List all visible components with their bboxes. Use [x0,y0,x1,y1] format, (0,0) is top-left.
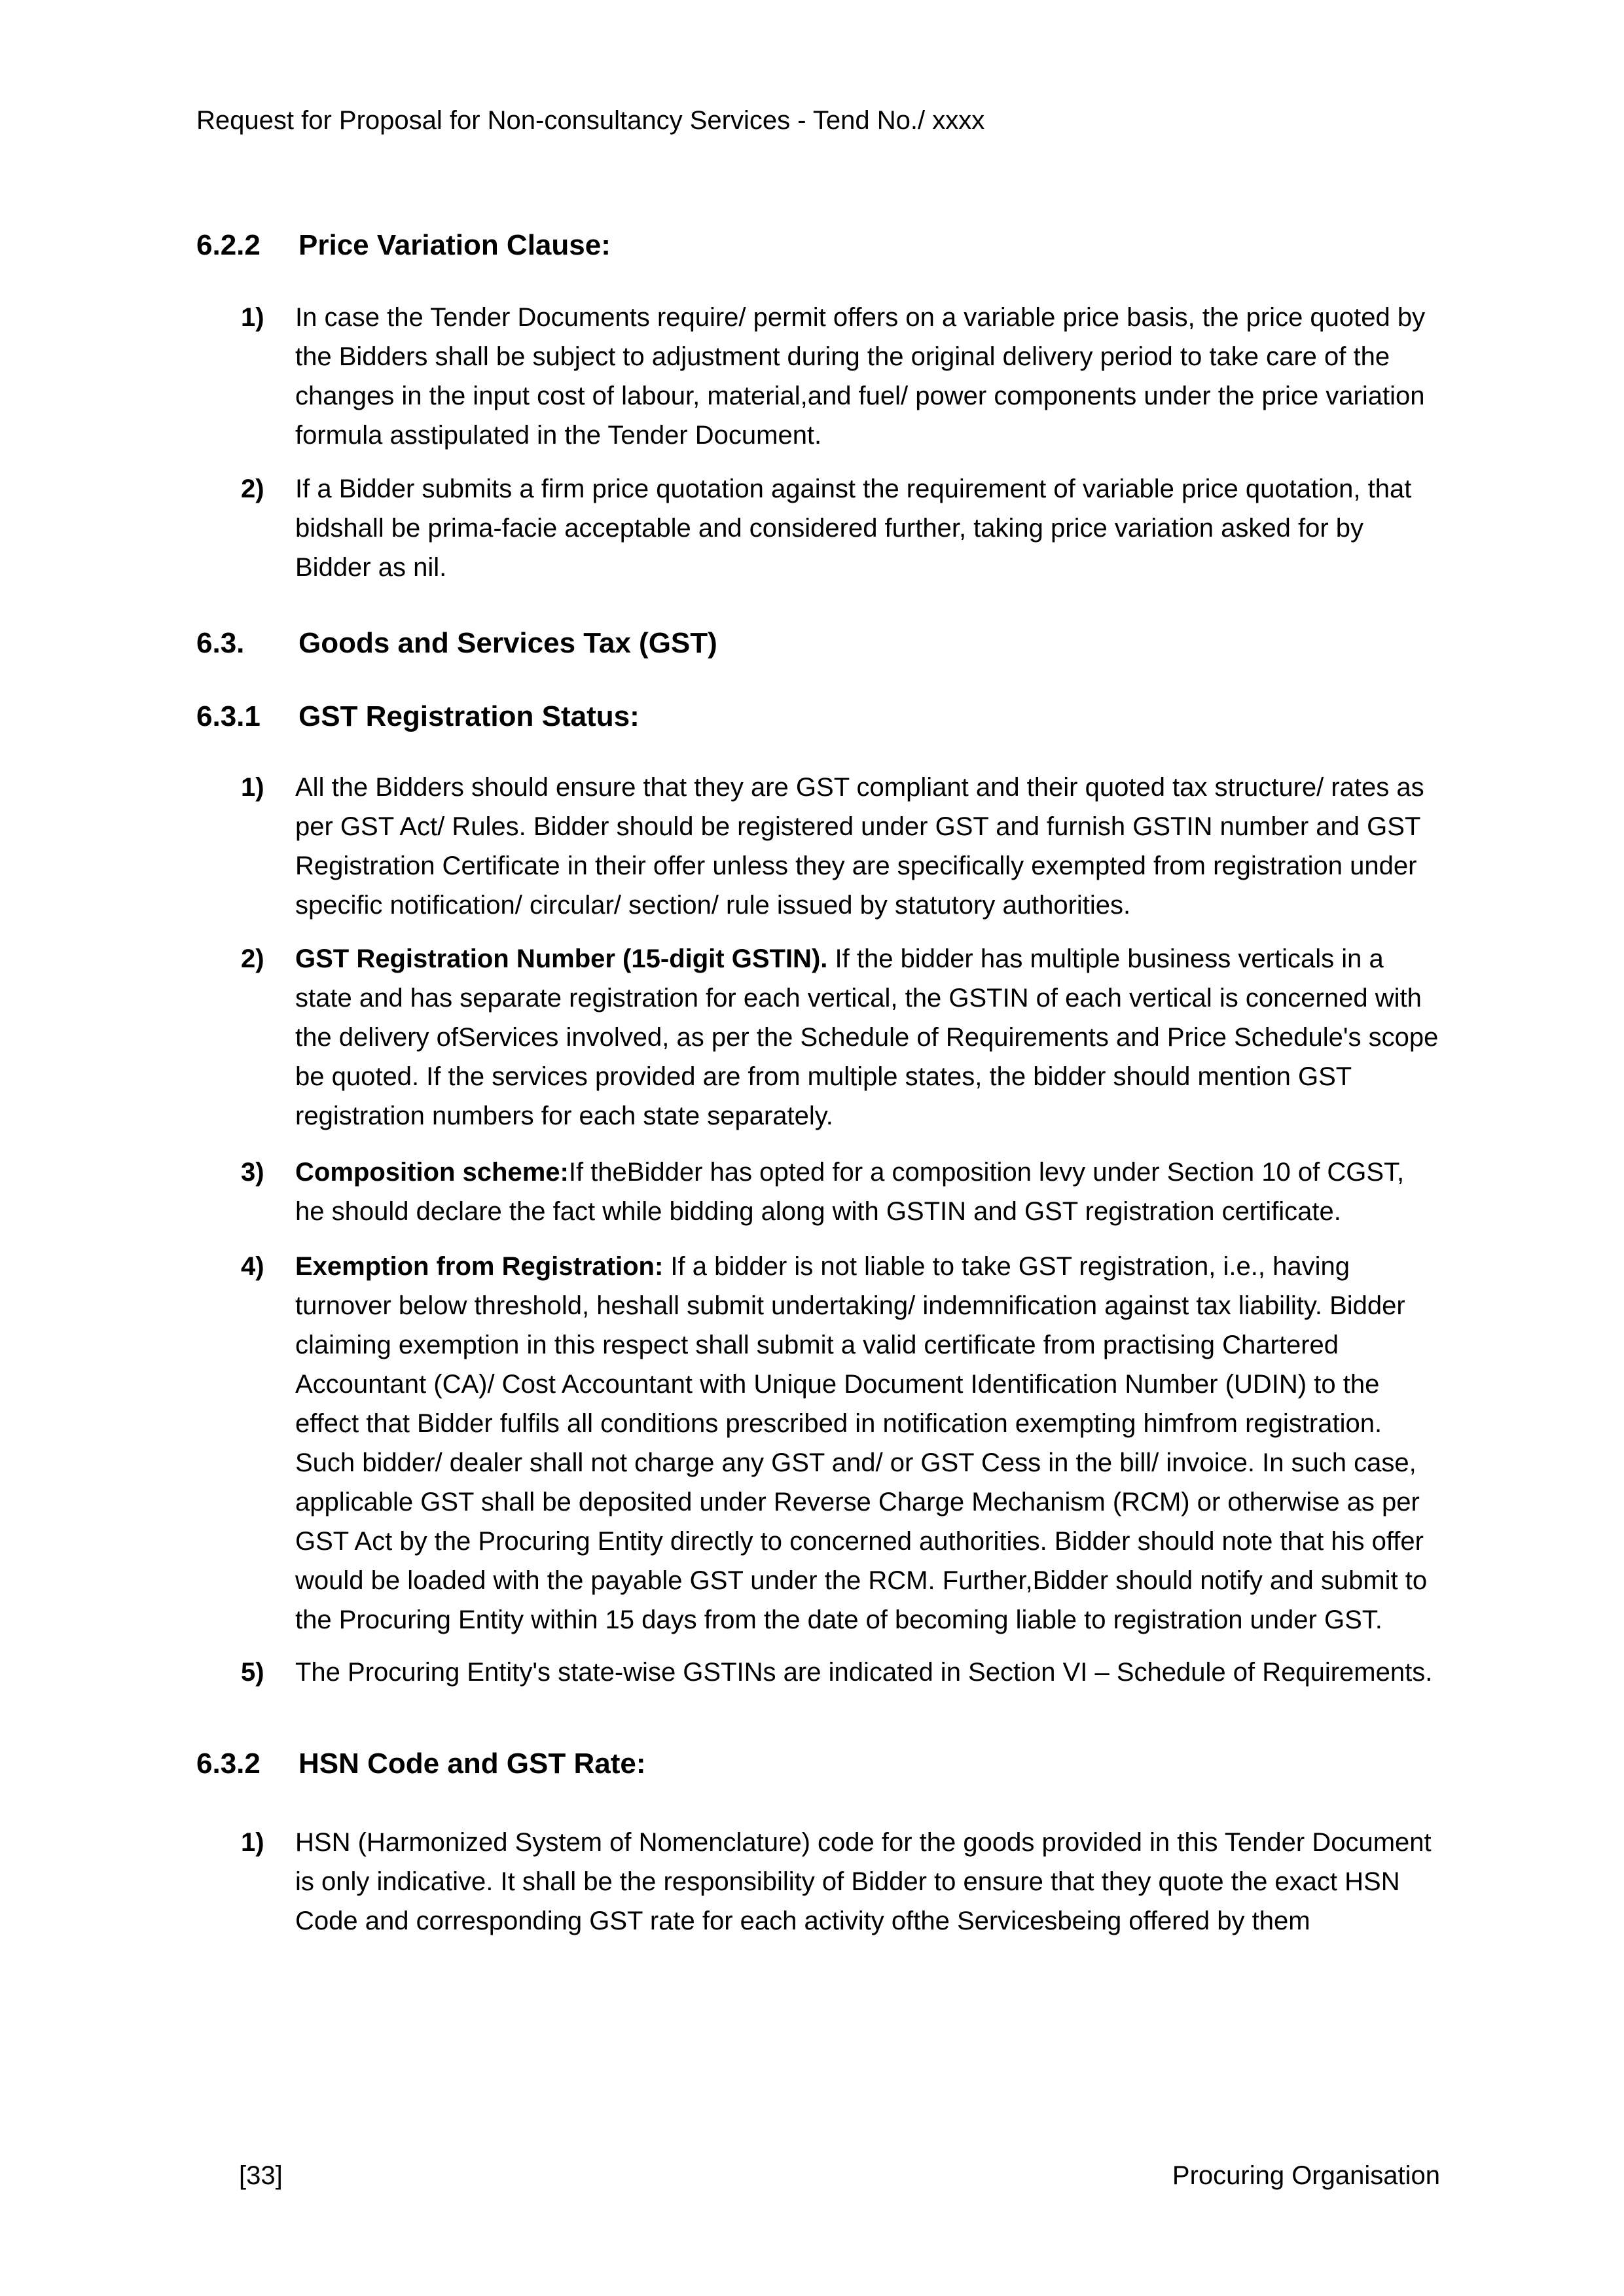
page-header [196,105,984,136]
section-title: Goods and Services Tax (GST) [298,627,717,659]
item-body: If a bidder is not liable to take GST registration, i.e., having turnover below threshold, heshall submit undertaking/ indemnification against tax liability. Bidder claiming exemption in this respect shall submit a valid certificate from practising Chartered Accountant (CA)/ Cost Accountant with Unique Document Identification Number (UDIN) to the effect that Bidder fulfils all conditions prescribed in notification exempting himfrom registration. Such bidder/ dealer shall not charge any GST and/ or GST Cess in the bill/ invoice. In such case, applicable GST shall be deposited under Reverse Charge Mechanism (RCM) or otherwise as per GST Act by the Procuring Entity directly to concerned authorities. Bidder should note that his offer would be loaded with the payable GST under the RCM. Further,Bidder should notify and submit to the Procuring Entity within 15 days from the date of becoming liable to registration under GST. [295,1252,1428,1634]
section-number: 6.3.1 [196,700,261,732]
item-body: If the bidder has multiple business verticals in a state and has separate registration for each vertical, the GSTIN of each vertical is concerned with the delivery ofServices involved, as per the Schedule of Requirements and Price Schedule's scope be quoted. If the services provided are from multiple states, the bidder should mention GST registration numbers for each state separately. [295,944,1439,1130]
section-title: HSN Code and GST Rate: [298,1748,646,1780]
footer-page-number: [33] [239,2161,283,2190]
item-body: If theBidder has opted for a composition levy under Section 10 of CGST, he should declare the fact while bidding along with GSTIN and GST registration certificate. [295,1158,1405,1226]
item-number: 2) [241,475,264,503]
item-number: 4) [241,1252,264,1281]
item-text [295,1653,1440,1692]
item-text [295,298,1440,455]
item-lead: Composition scheme: [295,1158,569,1187]
section-heading-6-3-1 [196,697,1440,736]
item-body: If a Bidder submits a firm price quotation against the requirement of variable price quotation, that bidshall be prima-facie acceptable and considered further, taking price variation asked for by Bidder as nil. [295,475,1412,582]
list-item [196,469,1440,587]
item-number: 1) [241,303,264,332]
section-heading-6-3-2 [196,1744,1440,1784]
item-number: 3) [241,1158,264,1187]
item-number: 1) [241,1828,264,1857]
section-title: GST Registration Status: [298,700,640,732]
item-body: The Procuring Entity's state-wise GSTINs are indicated in Section VI – Schedule of Requirements. [295,1658,1433,1687]
section-title: Price Variation Clause: [298,229,611,261]
list-item [196,939,1440,1136]
list-item [196,768,1440,925]
item-lead: Exemption from Registration: [295,1252,664,1281]
list-item [196,1653,1440,1692]
section-heading-6-2-2 [196,226,1440,265]
item-body: In case the Tender Documents require/ permit offers on a variable price basis, the price quoted by the Bidders shall be subject to adjustment during the original delivery period to take care of the changes in the input cost of labour, material,and fuel/ power components under the price variation formula asstipulated in the Tender Document. [295,303,1426,450]
item-body: All the Bidders should ensure that they are GST compliant and their quoted tax structure/ rates as per GST Act/ Rules. Bidder should be registered under GST and furnish GSTIN number and GST Registration Certificate in their offer unless they are specifically exempted from registration under specific notification/ circular/ section/ rule issued by statutory authorities. [295,773,1424,920]
page-header-text: Request for Proposal for Non-consultancy Services - Tend No./ xxxx [196,106,985,135]
item-text [295,768,1440,925]
item-text [295,469,1440,587]
section-heading-6-3 [196,624,1440,663]
section-number: 6.3.2 [196,1748,261,1780]
item-text [295,1247,1440,1640]
section-number: 6.2.2 [196,229,261,261]
item-text [295,939,1440,1136]
list-item [196,1247,1440,1640]
item-number: 5) [241,1658,264,1687]
item-number: 2) [241,944,264,973]
item-text [295,1823,1440,1941]
page-footer [196,2160,1440,2191]
item-number: 1) [241,773,264,802]
item-lead: GST Registration Number (15-digit GSTIN). [295,944,828,973]
section-number: 6.3. [196,627,245,659]
list-item [196,1823,1440,1941]
footer-organisation: Procuring Organisation [1172,2161,1440,2190]
document-body [196,226,1440,1941]
list-item [196,298,1440,455]
list-item [196,1153,1440,1231]
item-text [295,1153,1440,1231]
item-body: HSN (Harmonized System of Nomenclature) code for the goods provided in this Tender Document is only indicative. It shall be the responsibility of Bidder to ensure that they quote the exact HSN Code and corresponding GST rate for each activity ofthe Servicesbeing offered by them [295,1828,1432,1935]
